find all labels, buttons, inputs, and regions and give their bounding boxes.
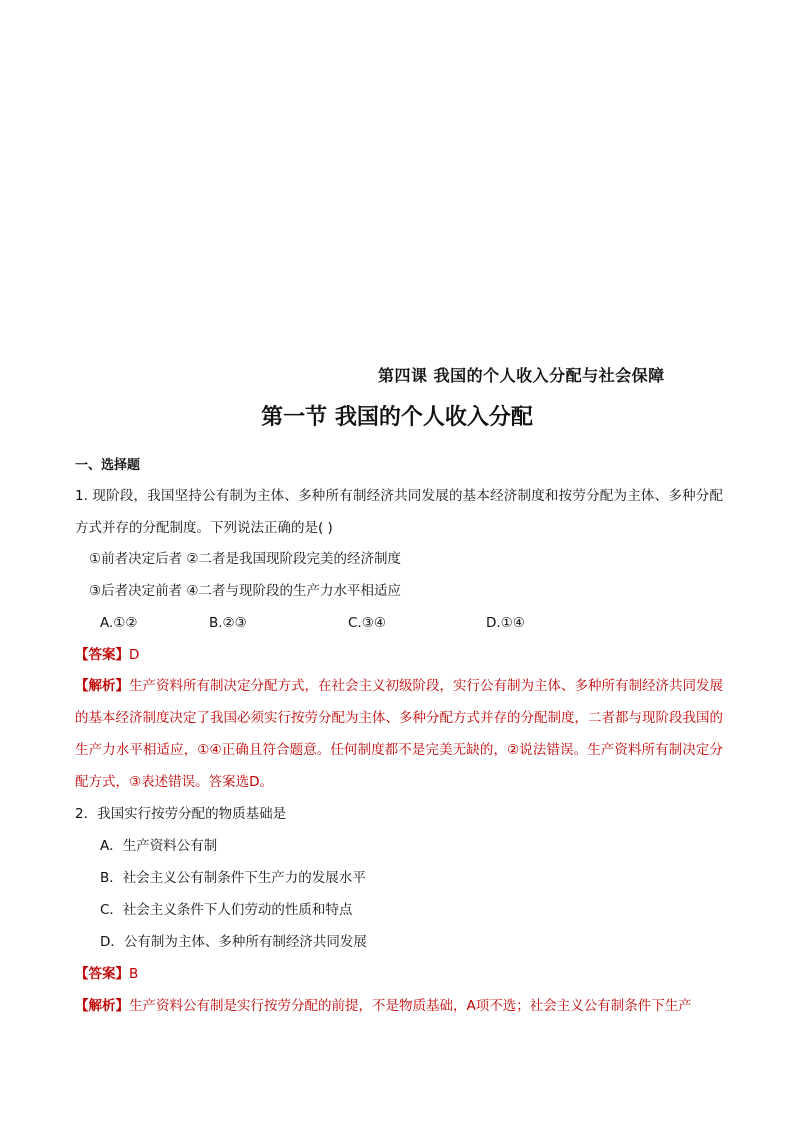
lesson-title: 第四课 我国的个人收入分配与社会保障 [378,366,665,385]
q2-option-c: C．社会主义条件下人们劳动的性质和特点 [100,902,353,918]
q1-statement-2: ③后者决定前者 ④二者与现阶段的生产力水平相适应 [89,583,401,599]
q1-stem: 1. 现阶段，我国坚持公有制为主体、多种所有制经济共同发展的基本经济制度和按劳分配为主体、多种分配方式并存的分配制度。下列说法正确的是( ) [75,488,723,536]
q2-analysis-text: 生产资料公有制是实行按劳分配的前提，不是物质基础，A项不选；社会主义公有制条件下生产 [129,998,692,1014]
q1-analysis [75,670,723,798]
q2-option-a: A．生产资料公有制 [100,838,218,854]
q1-option-a: A.①② [100,615,138,631]
q1-answer-value: D [129,647,140,663]
q2-answer-value: B [129,966,139,982]
q2-analysis-tag: 【解析】 [75,998,129,1014]
q2-option-d: D．公有制为主体、多种所有制经济共同发展 [100,934,367,950]
q1-option-c: C.③④ [348,615,386,631]
q1-option-b: B.②③ [209,615,247,631]
q1-analysis-text: 生产资料所有制决定分配方式，在社会主义初级阶段，实行公有制为主体、多种所有制经济共同发展的基本经济制度决定了我国必须实行按劳分配为主体、多种分配方式并存的分配制度，二者都与现阶段我国的生产力水平相适应，①④正确且符合题意。任何制度都不是完美无缺的，②说法错误。生产资料所有制决定分配方式，③表述错误。答案选D。 [75,678,723,790]
q1-option-d: D.①④ [486,615,525,631]
q1-statement-1: ①前者决定后者 ②二者是我国现阶段完美的经济制度 [89,551,401,567]
part-heading: 一、选择题 [75,458,141,473]
q2-answer [75,964,725,984]
q2-answer-tag: 【答案】 [75,966,129,982]
section-title: 第一节 我国的个人收入分配 [261,404,533,430]
q2-option-b: B．社会主义公有制条件下生产力的发展水平 [100,870,366,886]
q1-analysis-tag: 【解析】 [75,678,129,694]
q2-analysis [75,996,725,1016]
q1-answer-tag: 【答案】 [75,647,129,663]
q2-stem: 2．我国实行按劳分配的物质基础是 [75,806,287,822]
q1-answer [75,645,725,665]
